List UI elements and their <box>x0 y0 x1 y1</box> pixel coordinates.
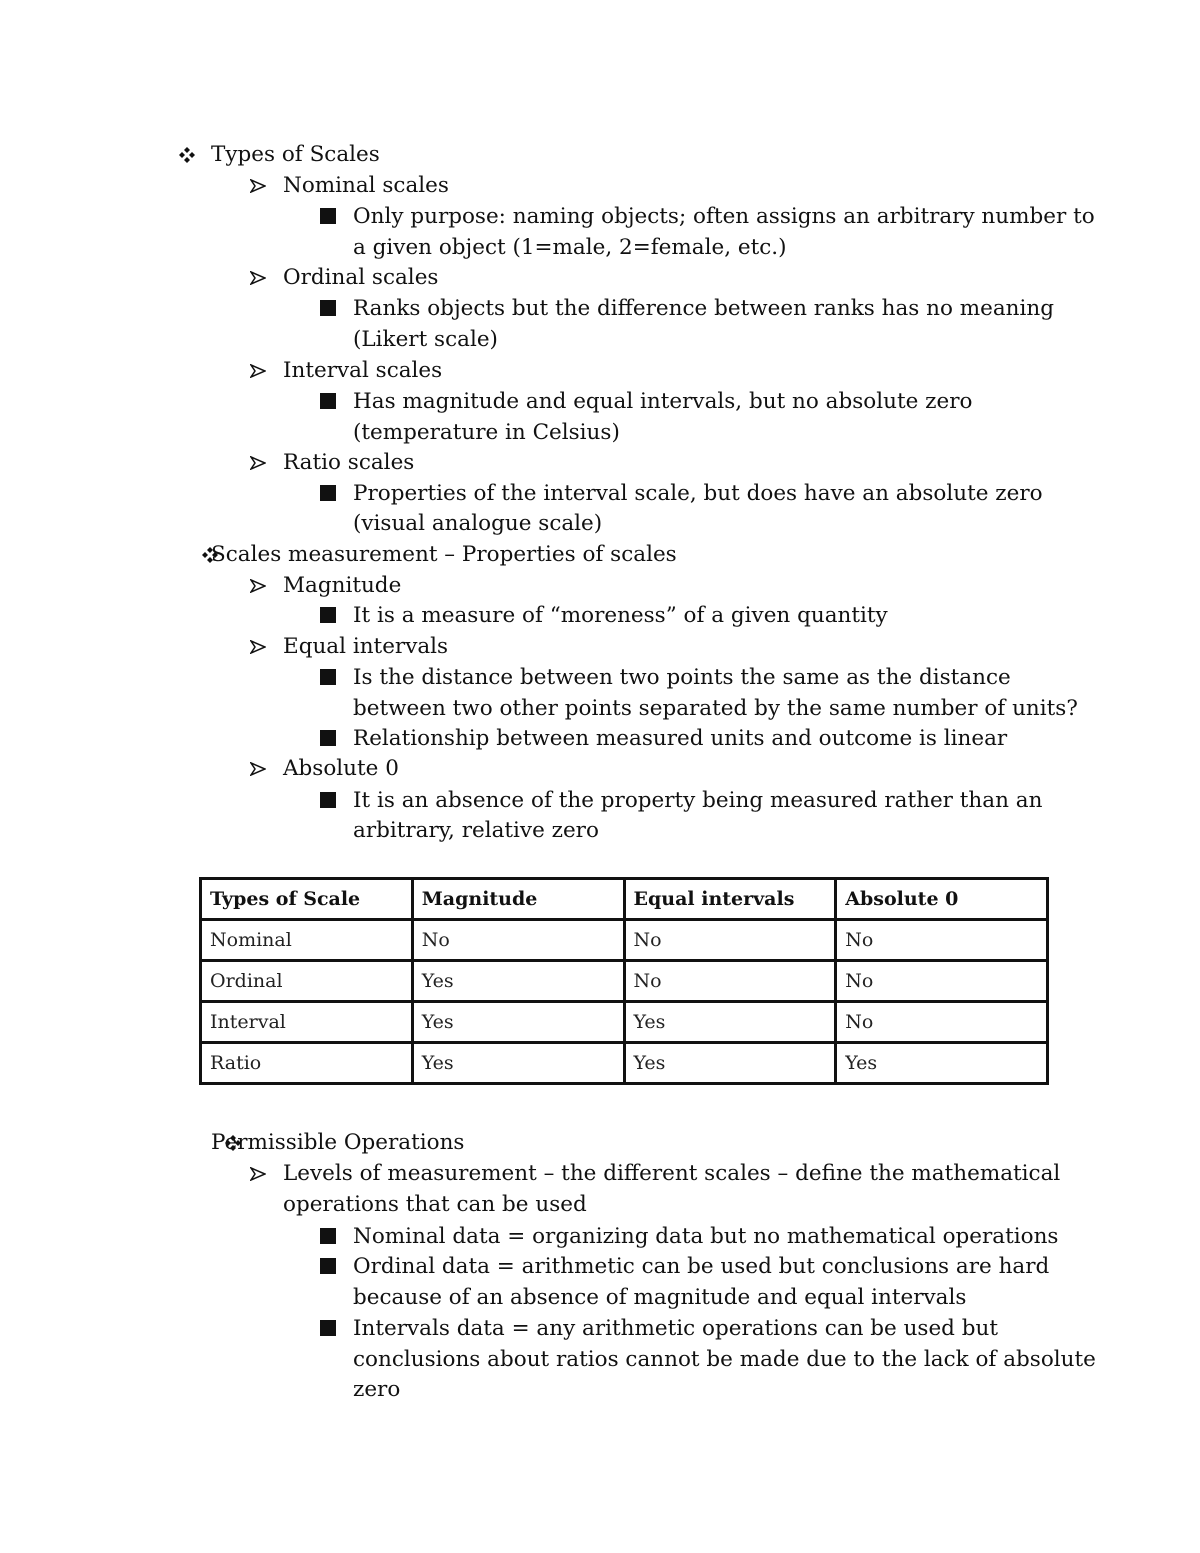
list-item-label: Ratio scales <box>283 450 415 475</box>
list-item-detail: Ordinal data = arithmetic can be used but conclusions are hard <box>353 1254 1050 1279</box>
table-row <box>201 920 1048 961</box>
table-cell: Yes <box>836 1043 1048 1084</box>
table-header-cell: Types of Scale <box>201 879 413 920</box>
list-item-detail: (visual analogue scale) <box>353 511 603 536</box>
list-item-detail: because of an absence of magnitude and equal intervals <box>353 1285 967 1310</box>
table-header-cell: Magnitude <box>412 879 624 920</box>
section-heading: Permissible Operations <box>211 1130 465 1155</box>
list-item-detail: Is the distance between two points the same as the distance <box>353 665 1011 690</box>
table-cell: No <box>412 920 624 961</box>
list-item-detail: Intervals data = any arithmetic operations can be used but <box>353 1316 999 1341</box>
section-heading: Scales measurement – Properties of scales <box>211 542 677 567</box>
list-item-detail: (Likert scale) <box>353 327 498 352</box>
list-item-detail: arbitrary, relative zero <box>353 818 599 843</box>
table-cell: No <box>836 961 1048 1002</box>
table-cell: Yes <box>624 1002 836 1043</box>
table-cell: Interval <box>201 1002 413 1043</box>
table-cell: Yes <box>412 1002 624 1043</box>
table-cell: No <box>624 920 836 961</box>
square-bullet-icon <box>320 1228 336 1244</box>
list-item-detail: Properties of the interval scale, but does have an absolute zero <box>353 481 1043 506</box>
list-item-detail: Ranks objects but the difference between ranks has no meaning <box>353 296 1055 321</box>
list-item-label: Equal intervals <box>283 634 449 659</box>
table-cell: Ordinal <box>201 961 413 1002</box>
list-item-detail: a given object (1=male, 2=female, etc.) <box>353 235 787 260</box>
table-cell: Nominal <box>201 920 413 961</box>
list-item-label: Nominal scales <box>283 173 449 198</box>
diamond-bullet-icon <box>178 139 196 170</box>
square-bullet-icon <box>320 208 336 224</box>
table-cell: No <box>836 920 1048 961</box>
square-bullet-icon <box>320 730 336 746</box>
list-item-detail: Has magnitude and equal intervals, but no absolute zero <box>353 389 973 414</box>
list-item-label: Levels of measurement – the different scales – define the mathematical <box>283 1161 1061 1186</box>
table-cell: No <box>624 961 836 1002</box>
table-row <box>201 1002 1048 1043</box>
table-header-row <box>201 879 1048 920</box>
table-cell: No <box>836 1002 1048 1043</box>
square-bullet-icon <box>320 300 336 316</box>
table-cell: Yes <box>412 1043 624 1084</box>
list-item-detail: It is an absence of the property being measured rather than an <box>353 788 1043 813</box>
square-bullet-icon <box>320 607 336 623</box>
square-bullet-icon <box>320 1258 336 1274</box>
table-row <box>201 961 1048 1002</box>
table-cell: Yes <box>624 1043 836 1084</box>
list-item-detail: Relationship between measured units and outcome is linear <box>353 726 1008 751</box>
list-item-detail: conclusions about ratios cannot be made due to the lack of absolute <box>353 1347 1096 1372</box>
list-item-detail: zero <box>353 1377 401 1402</box>
table-header-cell: Absolute 0 <box>836 879 1048 920</box>
list-item-detail: Nominal data = organizing data but no mathematical operations <box>353 1224 1059 1249</box>
square-bullet-icon <box>320 393 336 409</box>
scales-comparison-table <box>199 877 1049 1085</box>
square-bullet-icon <box>320 792 336 808</box>
list-item-detail: It is a measure of “moreness” of a given quantity <box>353 603 888 628</box>
list-item-label: Magnitude <box>283 573 402 598</box>
section-heading: Types of Scales <box>211 142 380 167</box>
table-cell: Yes <box>412 961 624 1002</box>
square-bullet-icon <box>320 669 336 685</box>
list-item-label: Interval scales <box>283 358 443 383</box>
table-header-cell: Equal intervals <box>624 879 836 920</box>
table-cell: Ratio <box>201 1043 413 1084</box>
list-item-label: Absolute 0 <box>283 756 399 781</box>
list-item-label: operations that can be used <box>283 1192 587 1217</box>
square-bullet-icon <box>320 485 336 501</box>
list-item-detail: (temperature in Celsius) <box>353 420 620 445</box>
list-item-detail: between two other points separated by the same number of units? <box>353 696 1078 721</box>
table-row <box>201 1043 1048 1084</box>
list-item-label: Ordinal scales <box>283 265 439 290</box>
square-bullet-icon <box>320 1320 336 1336</box>
list-item-detail: Only purpose: naming objects; often assigns an arbitrary number to <box>353 204 1095 229</box>
